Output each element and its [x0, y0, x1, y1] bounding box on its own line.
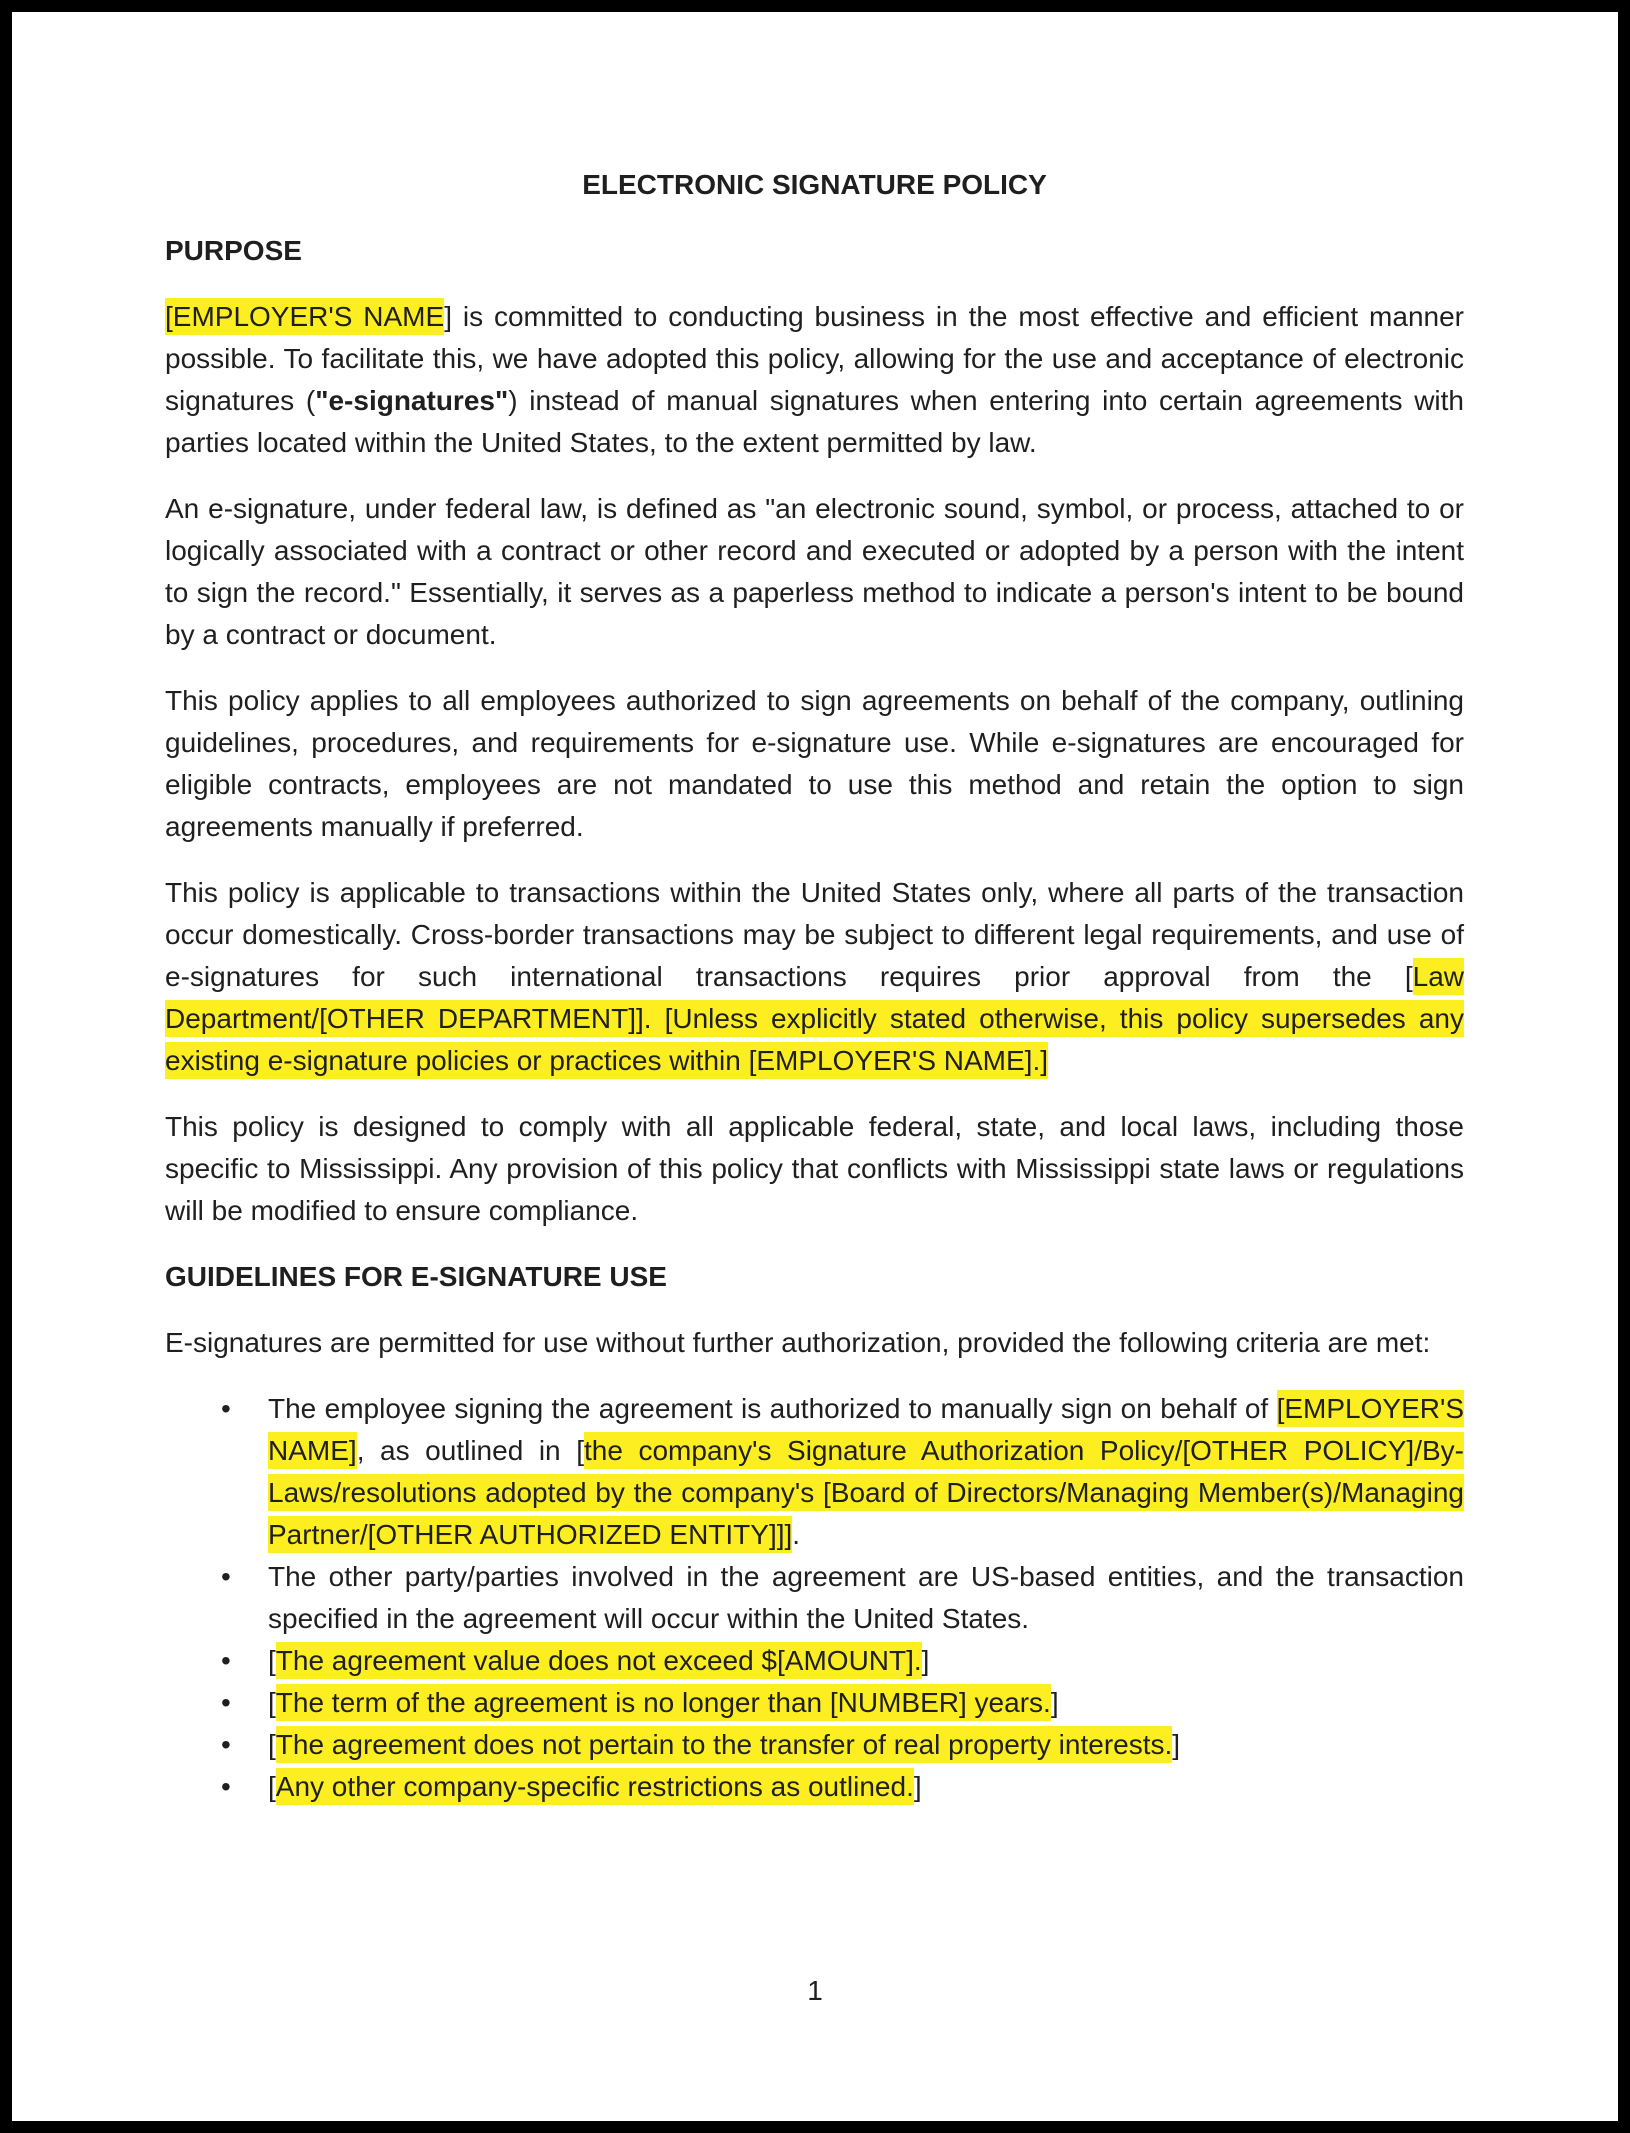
document-title: ELECTRONIC SIGNATURE POLICY: [582, 169, 1047, 200]
paragraph-purpose-5: [165, 1106, 1464, 1232]
paragraph-purpose-4: [165, 872, 1464, 1082]
list-item-real-property: [268, 1724, 1464, 1766]
text-run: ] is committed to conducting business in the most effective and efficient manner possible. To facilitate this, we have adopted this policy, allowing for the use and acceptance of electronic signatures (: [165, 301, 1464, 416]
paragraph-purpose-2: [165, 488, 1464, 656]
text-run: The other party/parties involved in the agreement are US-based entities, and the transaction specified in the agreement will occur within the United States.: [268, 1561, 1464, 1634]
highlighted-text: The agreement does not pertain to the transfer of real property interests.: [276, 1726, 1173, 1763]
text-run: [: [268, 1771, 276, 1802]
text-run: [: [268, 1729, 276, 1760]
highlighted-text: The term of the agreement is no longer than [NUMBER] years.: [276, 1684, 1051, 1721]
paragraph-purpose-3: [165, 680, 1464, 848]
list-item-us-based-parties: [268, 1556, 1464, 1640]
list-item-other-restrictions: [268, 1766, 1464, 1808]
heading-guidelines: GUIDELINES FOR E-SIGNATURE USE: [165, 1261, 667, 1292]
text-run: E-signatures are permitted for use without further authorization, provided the following criteria are met:: [165, 1327, 1431, 1358]
document-content: [12, 12, 1618, 1808]
text-run: , as outlined in [: [356, 1435, 584, 1466]
text-run: ) instead of manual signatures when entering into certain agreements with parties located within the United States, to the extent permitted by law.: [165, 385, 1464, 458]
text-run: This policy is applicable to transactions within the United States only, where all parts of the transaction occur domestically. Cross-border transactions may be subject to different legal requirements, and use of e-signatures for such international transactions requires prior approval from the [: [165, 877, 1464, 992]
highlighted-text: Any other company-specific restrictions as outlined.: [276, 1768, 914, 1805]
highlighted-text: [EMPLOYER'S NAME: [165, 298, 444, 335]
text-run: This policy is designed to comply with all applicable federal, state, and local laws, including those specific to Mississippi. Any provision of this policy that conflicts with Mississippi state laws or regulations will be modified to ensure compliance.: [165, 1111, 1464, 1226]
list-item-agreement-value: [268, 1640, 1464, 1682]
text-run: ]: [921, 1645, 930, 1676]
text-run: .: [792, 1519, 801, 1550]
text-run: An e-signature, under federal law, is defined as "an electronic sound, symbol, or process, attached to or logically associated with a contract or other record and executed or adopted by a person with the intent to sign the record." Essentially, it serves as a paperless method to indicate a person's intent to be bound by a contract or document.: [165, 493, 1464, 650]
highlighted-text: [EMPLOYER'S NAME]: [268, 1390, 1464, 1469]
list-item-agreement-term: [268, 1682, 1464, 1724]
text-run: This policy applies to all employees authorized to sign agreements on behalf of the company, outlining guidelines, procedures, and requirements for e-signature use. While e-signatures are encouraged for eligible contracts, employees are not mandated to use this method and retain the option to sign agreements manually if preferred.: [165, 685, 1464, 842]
text-run: [: [268, 1645, 276, 1676]
criteria-list: [165, 1388, 1464, 1808]
page-number: 1: [807, 1975, 823, 2006]
highlighted-text: The agreement value does not exceed $[AMOUNT].: [276, 1642, 922, 1679]
highlighted-text: the company's Signature Authorization Policy/[OTHER POLICY]/By-Laws/resolutions adopted by the company's [Board of Directors/Managing Member(s)/Managing Partner/[OTHER AUTHORIZED ENTITY]]]: [268, 1432, 1464, 1553]
paragraph-guidelines-intro: [165, 1322, 1464, 1364]
heading-purpose: PURPOSE: [165, 235, 302, 266]
text-run: The employee signing the agreement is authorized to manually sign on behalf of: [268, 1393, 1277, 1424]
list-item-authorized-signer: [268, 1388, 1464, 1556]
text-run: "e-signatures": [315, 385, 509, 416]
text-run: [: [268, 1687, 276, 1718]
text-run: ]: [1172, 1729, 1181, 1760]
text-run: ]: [1050, 1687, 1059, 1718]
highlighted-text: Law Department/[OTHER DEPARTMENT]]. [Unless explicitly stated otherwise, this policy supersedes any existing e-signature policies or practices within [EMPLOYER'S NAME].]: [165, 958, 1464, 1079]
paragraph-purpose-1: [165, 296, 1464, 464]
text-run: ]: [913, 1771, 922, 1802]
